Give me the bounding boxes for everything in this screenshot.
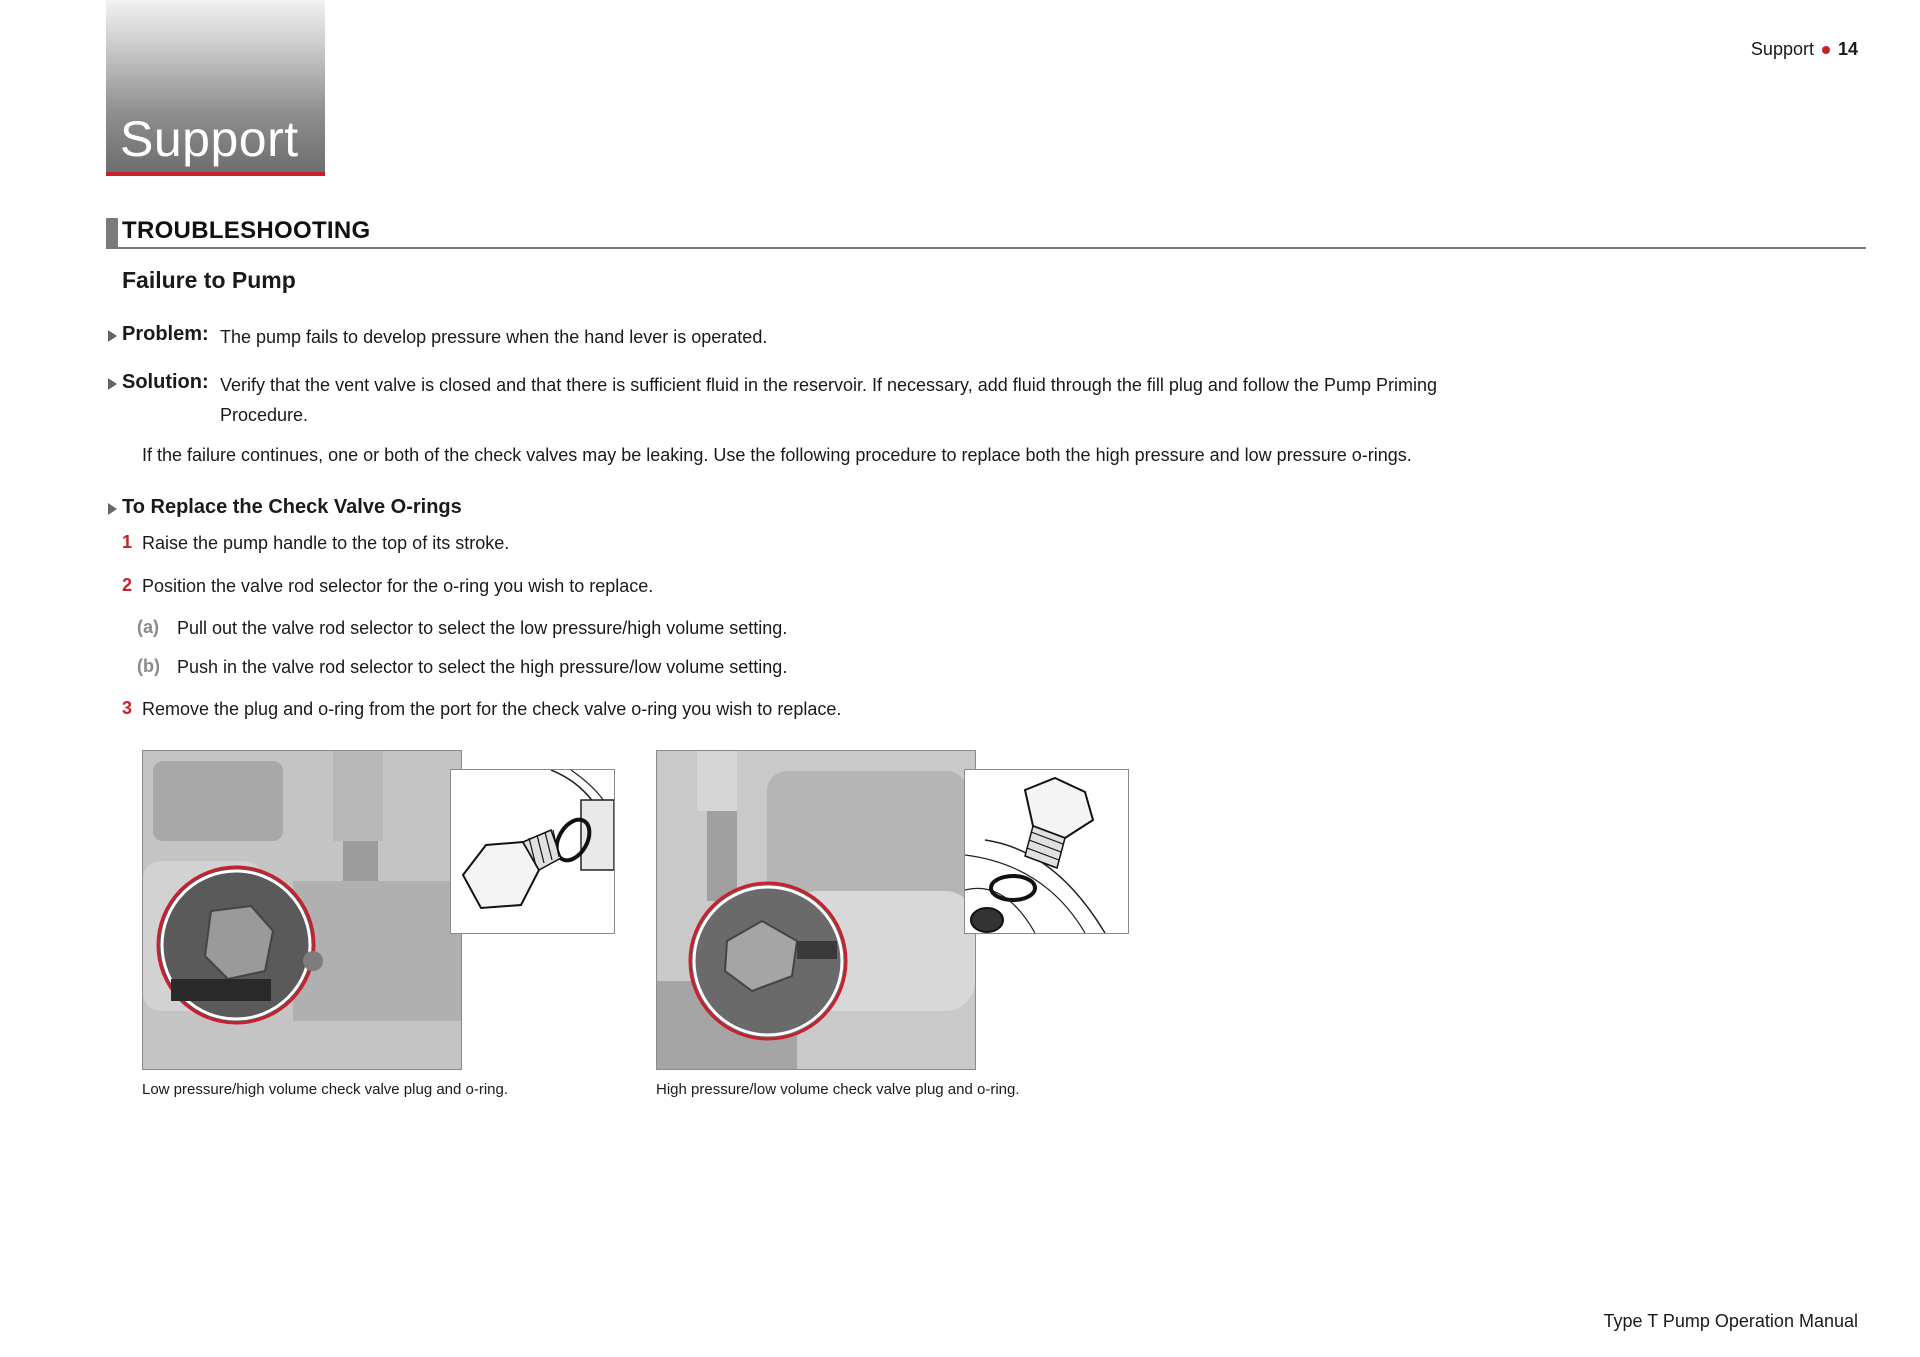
step-number: 1 [122,532,133,552]
chapter-title: Support [120,111,299,167]
triangle-bullet-icon [108,378,117,390]
section-title: TROUBLESHOOTING [122,217,371,244]
step-number: 3 [122,698,133,718]
running-head-section: Support [1750,39,1814,59]
figure-caption: Low pressure/high volume check valve plug and o-ring. [142,1081,509,1098]
plug-oring-inset-diagram [964,769,1129,934]
section-divider [106,247,1866,249]
running-head [1751,39,1858,60]
failure-note: If the failure continues, one or both of the check valves may be leaking. Use the following procedure to replace both the high pressure and low pressure o-rings. [142,445,1412,465]
pump-photo-illustration [143,751,461,1069]
header-tab-accent-line [106,172,325,176]
subsection-title: Failure to Pump [122,267,296,293]
page-number: 14 [1837,39,1858,59]
triangle-bullet-icon [108,503,117,515]
procedure-title: To Replace the Check Valve O-rings [122,496,462,518]
substep-letter: (a) [137,617,159,637]
section-marker-bar [106,218,118,248]
bullet-dot-icon [1822,46,1830,54]
step-text: Position the valve rod selector for the o-ring you wish to replace. [142,576,654,596]
step-number: 2 [122,575,133,595]
triangle-bullet-icon [108,330,117,342]
solution-text: Verify that the vent valve is closed and that there is sufficient fluid in the reservoir. If necessary, add fluid through the fill plug and follow the Pump Priming Procedure. [220,375,1437,425]
problem-text: The pump fails to develop pressure when the hand lever is operated. [220,327,768,347]
plug-oring-line-drawing [451,770,614,933]
pump-photo-illustration [657,751,975,1069]
footer-manual-title: Type T Pump Operation Manual [1603,1311,1858,1331]
figure-caption: High pressure/low volume check valve plug and o-ring. [656,1081,1020,1098]
substep-text: Push in the valve rod selector to select the high pressure/low volume setting. [177,657,788,677]
substep-letter: (b) [137,656,160,676]
step-text: Remove the plug and o-ring from the port for the check valve o-ring you wish to replace. [142,699,842,719]
step-text: Raise the pump handle to the top of its stroke. [142,533,510,553]
pump-photo-high-pressure [656,750,976,1070]
solution-label: Solution: [122,371,209,393]
problem-label: Problem: [122,323,209,345]
pump-photo-low-pressure [142,750,462,1070]
substep-text: Pull out the valve rod selector to select the low pressure/high volume setting. [177,618,788,638]
plug-oring-inset-diagram [450,769,615,934]
plug-oring-line-drawing [965,770,1128,933]
